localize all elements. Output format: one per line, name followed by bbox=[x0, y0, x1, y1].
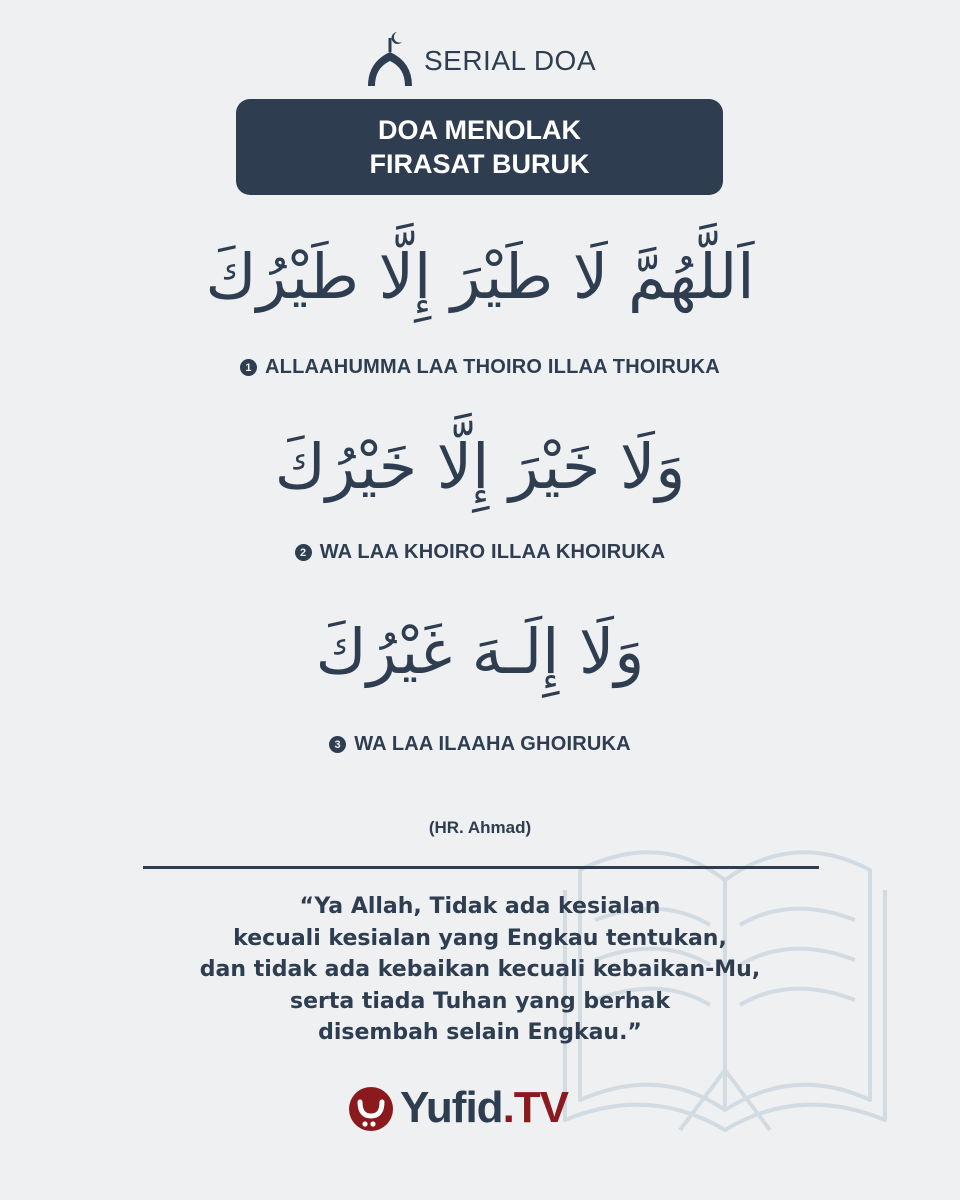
divider bbox=[143, 866, 819, 869]
latin-line-1 bbox=[0, 356, 960, 379]
translation-line: disembah selain Engkau.” bbox=[318, 1020, 642, 1045]
latin-text-3: WA LAA ILAAHA GHOIRUKA bbox=[354, 733, 631, 755]
series-header bbox=[0, 30, 960, 88]
translation-line: kecuali kesialan yang Engkau tentukan, bbox=[233, 925, 727, 951]
translation-line: serta tiada Tuhan yang berhak bbox=[289, 988, 671, 1014]
translation-line: “Ya Allah, Tidak ada kesialan bbox=[299, 894, 661, 919]
arabic-text-2: وَلَا خَيْرَ إِلَّا خَيْرُكَ bbox=[274, 430, 686, 503]
arabic-text-3: وَلَا إِلَـهَ غَيْرُكَ bbox=[315, 615, 645, 688]
number-badge-2: 2 bbox=[295, 544, 312, 561]
title-line-1: DOA MENOLAK bbox=[378, 115, 581, 145]
yufid-tv-logo bbox=[346, 1082, 568, 1134]
series-label: SERIAL DOA bbox=[423, 45, 596, 76]
translation bbox=[0, 891, 960, 1049]
yufid-logo-icon bbox=[346, 1082, 396, 1134]
latin-line-3 bbox=[0, 733, 960, 756]
latin-line-2 bbox=[0, 541, 960, 564]
number-badge-3: 3 bbox=[329, 736, 346, 753]
latin-text-1: ALLAAHUMMA LAA THOIRO ILLAA THOIRUKA bbox=[265, 356, 720, 378]
mosque-dome-icon bbox=[364, 30, 416, 88]
title-banner bbox=[236, 99, 723, 195]
logo-text: Yufid.TV bbox=[400, 1083, 569, 1132]
number-badge-1: 1 bbox=[240, 359, 257, 376]
latin-text-2: WA LAA KHOIRO ILLAA KHOIRUKA bbox=[319, 541, 666, 563]
title-line-2: FIRASAT BURUK bbox=[369, 149, 590, 179]
arabic-text-1: اَللَّهُمَّ لَا طَيْرَ إِلَّا طَيْرُكَ bbox=[205, 240, 755, 313]
translation-line: dan tidak ada kebaikan kecuali kebaikan-Mu, bbox=[199, 957, 761, 982]
hadith-source: (HR. Ahmad) bbox=[428, 818, 532, 837]
